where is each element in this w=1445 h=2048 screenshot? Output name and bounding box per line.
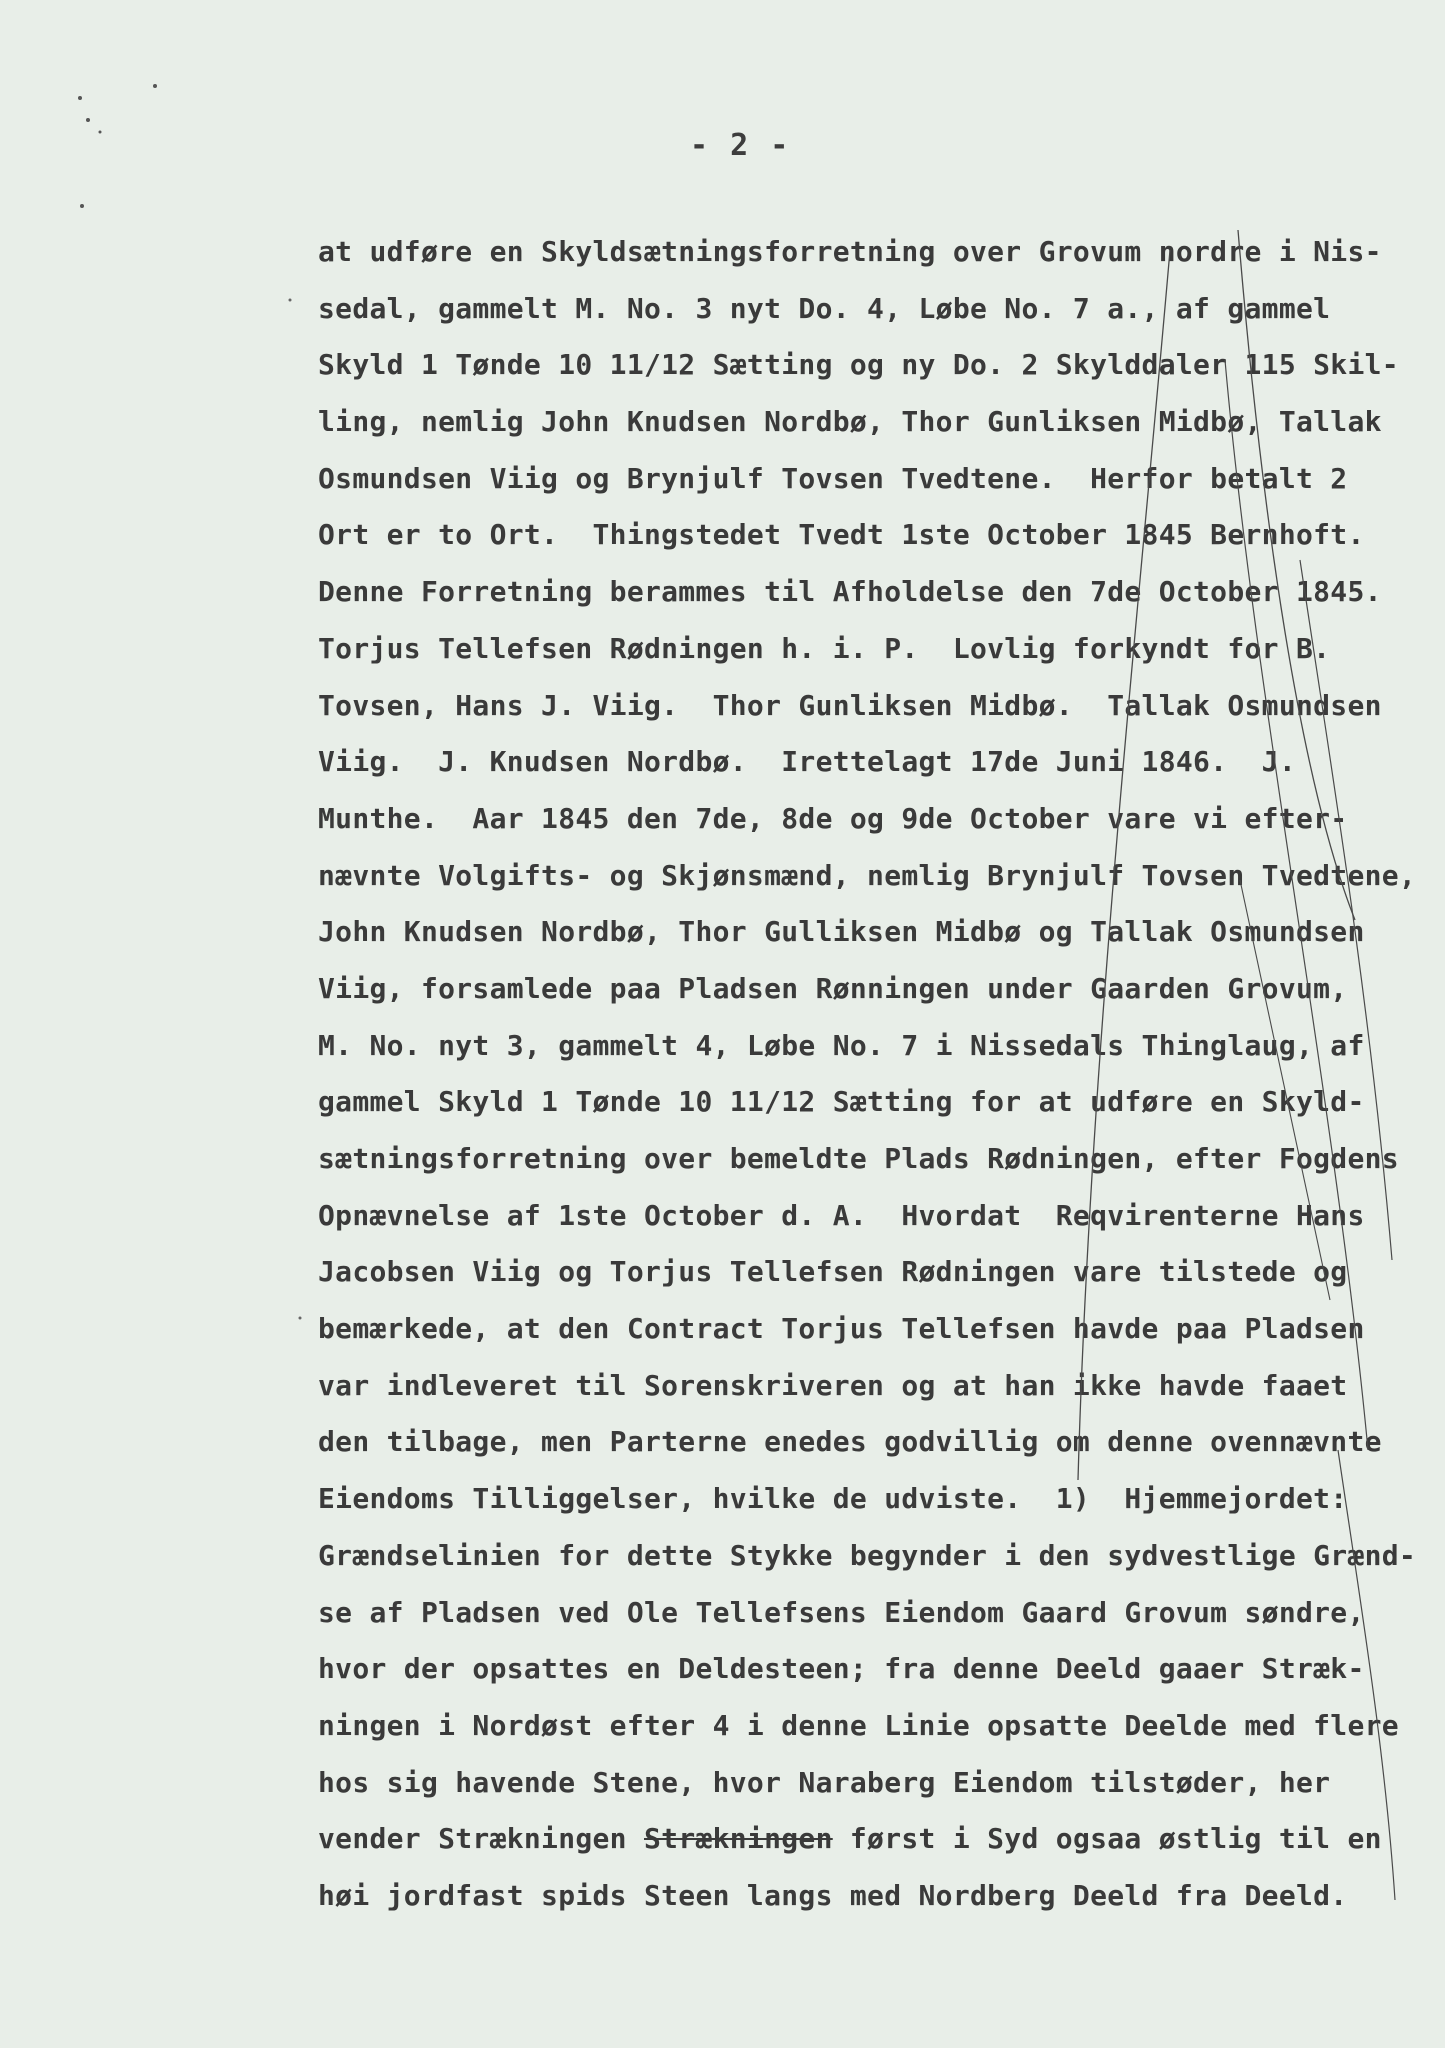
text-line: høi jordfast spids Steen langs med Nordberg Deeld fra Deeld. [318,1878,1348,1912]
text-line: Osmundsen Viig og Brynjulf Tovsen Tvedtene. Herfor betalt 2 [318,461,1348,495]
text-line: ling, nemlig John Knudsen Nordbø, Thor Gunliksen Midbø, Tallak [318,405,1382,439]
text-line: Tovsen, Hans J. Viig. Thor Gunliksen Midbø. Tallak Osmundsen [318,688,1382,722]
text-line: sætningsforretning over bemeldte Plads Rødningen, efter Fogdens [318,1142,1399,1175]
text-line: Munthe. Aar 1845 den 7de, 8de og 9de October vare vi efter- [318,801,1348,835]
text-line: Opnævnelse af 1ste October d. A. Hvordat Reqvirenterne Hans [318,1198,1365,1232]
text-line: hvor der opsattes en Deldesteen; fra denne Deeld gaaer Stræk- [318,1652,1365,1686]
text-line: Viig, forsamlede paa Pladsen Rønningen under Gaarden Grovum, [318,971,1348,1005]
page-number: - 2 - [690,128,791,163]
text-line: Ort er to Ort. Thingstedet Tvedt 1ste October 1845 Bernhoft. [318,518,1365,552]
speck [299,1317,302,1320]
text-line: ningen i Nordøst efter 4 i denne Linie opsatte Deelde med flere [318,1708,1399,1742]
speck [289,299,292,302]
text-line: den tilbage, men Parterne enedes godvillig om denne ovennævnte [318,1425,1382,1459]
struck-word: Strækningen [644,1822,833,1856]
text-line: Viig. J. Knudsen Nordbø. Irettelagt 17de Juni 1846. J. [318,745,1296,779]
text-line: M. No. nyt 3, gammelt 4, Løbe No. 7 i Nissedals Thinglaug, af [318,1028,1365,1062]
text-segment: først i Syd ogsaa østlig til en [832,1822,1382,1856]
text-line: Eiendoms Tilliggelser, hvilke de udviste. 1) Hjemmejordet: [318,1482,1348,1516]
text-line: hos sig havende Stene, hvor Naraberg Eiendom tilstøder, her [318,1765,1331,1799]
text-line: nævnte Volgifts- og Skjønsmænd, nemlig Brynjulf Tovsen Tvedtene, [318,858,1417,892]
text-line: gammel Skyld 1 Tønde 10 11/12 Sætting for at udføre en Skyld- [318,1085,1365,1119]
text-line: Denne Forretning berammes til Afholdelse den 7de October 1845. [318,575,1382,609]
speck [86,118,90,122]
text-line-with-strikethrough [318,1811,1418,1868]
text-line: at udføre en Skyldsætningsforretning over Grovum nordre i Nis- [318,235,1382,268]
text-line: var indleveret til Sorenskriveren og at han ikke havde faaet [318,1368,1348,1402]
speck [99,131,102,134]
speck [80,204,84,208]
speck [153,84,157,88]
text-line: se af Pladsen ved Ole Tellefsens Eiendom Gaard Grovum søndre, [318,1595,1365,1629]
text-line: bemærkede, at den Contract Torjus Tellefsen havde paa Pladsen [318,1312,1365,1346]
text-line: sedal, gammelt M. No. 3 nyt Do. 4, Løbe No. 7 a., af gammel [318,291,1331,325]
text-line: Jacobsen Viig og Torjus Tellefsen Rødningen vare tilstede og [318,1255,1348,1289]
text-segment: vender Strækningen [318,1822,644,1856]
text-line: John Knudsen Nordbø, Thor Gulliksen Midbø og Tallak Osmundsen [318,915,1365,949]
speck [78,96,82,100]
text-line: Torjus Tellefsen Rødningen h. i. P. Lovlig forkyndt for B. [318,631,1331,665]
body-text [318,224,1418,1925]
text-line: Grændselinien for dette Stykke begynder i den sydvestlige Grænd- [318,1538,1417,1572]
text-line: Skyld 1 Tønde 10 11/12 Sætting og ny Do. 2 Skylddaler 115 Skil- [318,348,1399,382]
